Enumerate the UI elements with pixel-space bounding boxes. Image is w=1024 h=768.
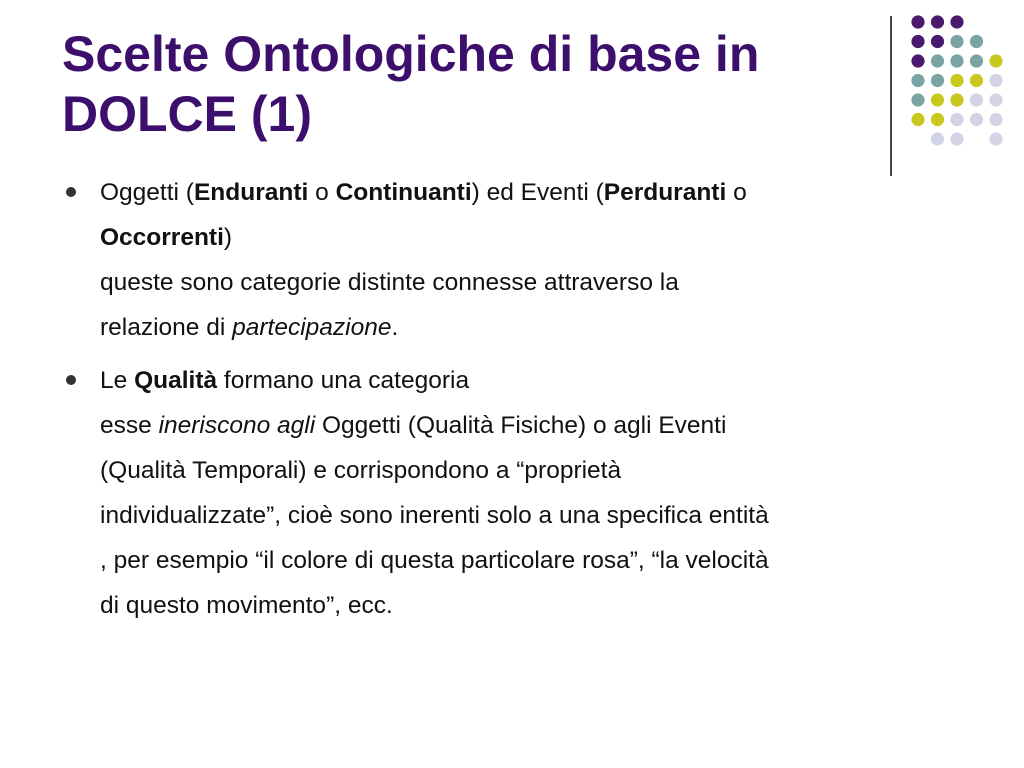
bullet-line: Occorrenti) (100, 224, 233, 251)
term-ineriscono: ineriscono agli (158, 412, 316, 439)
decorative-dot (970, 35, 983, 48)
decorative-dot (911, 74, 924, 87)
decorative-dot (931, 35, 944, 48)
decorative-dot (989, 74, 1002, 87)
decorative-dot (950, 54, 963, 67)
decorative-dot (950, 132, 963, 145)
decorative-dot (931, 132, 944, 145)
decorative-dot (989, 113, 1002, 126)
decorative-dot (970, 93, 983, 106)
decorative-dot (950, 93, 963, 106)
decorative-dot (931, 93, 944, 106)
bullet-line: (Qualità Temporali) e corrispondono a “proprietà (100, 457, 622, 484)
decorative-dot (970, 113, 983, 126)
bullet-line: , per esempio “il colore di questa particolare rosa”, “la velocità (100, 547, 769, 574)
term-occorrenti: Occorrenti (100, 224, 224, 251)
decorative-dot (911, 15, 924, 28)
decorative-dot (911, 113, 924, 126)
bullet-line: Oggetti (Enduranti o Continuanti) ed Eventi (Perduranti o (100, 179, 747, 206)
decorative-dot (911, 93, 924, 106)
title-line-2: DOLCE (1) (62, 86, 312, 142)
decorative-dot (950, 113, 963, 126)
bullet-line: Le Qualità formano una categoria (100, 367, 470, 394)
decorative-dot (950, 15, 963, 28)
decorative-dot (989, 132, 1002, 145)
decorative-dot (911, 35, 924, 48)
decorative-dot (970, 54, 983, 67)
bullet-line: esse ineriscono agli Oggetti (Qualità Fisiche) o agli Eventi (100, 412, 727, 439)
decorative-dot (970, 74, 983, 87)
term-perduranti: Perduranti (603, 179, 727, 206)
decorative-dot (911, 54, 924, 67)
bullet-marker (66, 375, 76, 385)
decorative-dot-grid (0, 0, 1024, 180)
bullet-item-2 (62, 358, 962, 628)
decorative-dot (950, 35, 963, 48)
bullet-marker (66, 187, 76, 197)
title-line-1: Scelte Ontologiche di base in (62, 26, 760, 82)
decorative-dot (989, 54, 1002, 67)
decorative-dot (931, 113, 944, 126)
term-partecipazione: partecipazione (232, 314, 392, 341)
bullet-list (62, 170, 962, 628)
bullet-line: di questo movimento”, ecc. (100, 592, 393, 619)
term-continuanti: Continuanti (335, 179, 472, 206)
decorative-dot (950, 74, 963, 87)
term-enduranti: Enduranti (193, 179, 309, 206)
bullet-line: relazione di partecipazione. (100, 314, 399, 341)
decorative-dot (931, 54, 944, 67)
decorative-dot (931, 15, 944, 28)
bullet-line: individualizzate”, cioè sono inerenti solo a una specifica entità (100, 502, 769, 529)
bullet-line: queste sono categorie distinte connesse attraverso la (100, 269, 679, 296)
decorative-dot (931, 74, 944, 87)
bullet-item-1 (62, 170, 962, 350)
decorative-dot (989, 93, 1002, 106)
term-qualita: Qualità (134, 367, 218, 394)
